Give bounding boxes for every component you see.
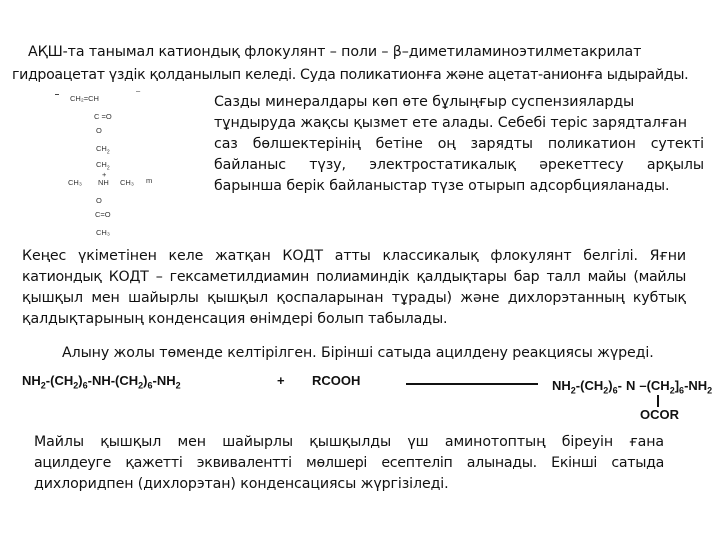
struct-plus: + [102,170,107,179]
side-line: барынша берік байланыстар түзе отырып адсорбцияланады. [214,178,670,194]
reaction-arrow [406,383,538,385]
paragraph-2-line: катиондық КОДТ – гексаметилдиамин полиаминдік қалдықтары бар талл майы (майлы [22,269,686,285]
side-line: тұндыруда жақсы қызмет ете алады. Себебі теріс зарядталған [214,115,687,131]
paragraph-3-line: ацилдеуге қажетті эквиваленттi мөлшері есептеліп алынады. Екінші сатыда [34,455,664,471]
paragraph-3-line: Майлы қышқыл мен шайырлы қышқылды үш аминотоптың біреуін ғана [34,434,664,450]
struct-ch3-right: CH₃ [120,178,134,187]
struct-ch2b: $CH_2$ [96,160,110,172]
equation-product: $NH_2-(CH_2)_6-$ N $-(CH_2]_6-NH_2$ [552,378,713,396]
equation-reactant-amine: $NH_2-(CH_2)_6-NH-(CH_2)_6-NH_2$ [22,373,181,391]
struct-m: m [146,176,153,185]
struct-co: C =O [94,112,112,121]
equation-ocor: OCOR [640,407,679,422]
struct-bracket-left [55,94,59,95]
intro-line-1: АҚШ-та танымал катиондық флокулянт – поли – β–диметиламиноэтилметакрилат [28,44,642,60]
product-bond-line [657,395,659,407]
side-line: саз бөлшектерінің бетіне оң зарядты поликатион сутекті [214,136,704,152]
paragraph-3 [34,432,664,495]
paragraph-3-line: дихлоридпен (дихлорэтан) конденсациясы жүргізіледі. [34,476,449,492]
equation-reagent: RCOOH [312,373,361,388]
intro-text [28,42,708,63]
side-paragraph-lines [214,113,704,197]
equation-plus: + [277,373,285,388]
side-line: байланыс түзу, электростатикалық әрекеттесу арқылы [214,157,704,173]
paragraph-2-line: қалдықтарының конденсация өнімдері болып табылады. [22,311,448,327]
struct-bar-top: – [136,86,141,95]
struct-o2: O [96,196,102,205]
struct-ch3-left: CH₃ [68,178,82,187]
reaction-intro-text: Алыну жолы төменде келтірілген. Бірінші сатыда ацилдену реакциясы жүреді. [62,345,654,361]
paragraph-2-line: Кеңес үкіметінен келе жатқан КОДТ атты классикалық флокулянт белгілі. Яғни [22,248,686,264]
struct-ch2a: $CH_2$ [96,144,110,156]
reaction-intro [62,343,702,364]
intro-text-2 [12,65,712,86]
paragraph-2-line: қышқыл мен шайырлы қышқыл қоспаларынан тұрады) және дихлорэтанның кубтық [22,290,686,306]
product-nitrogen: N [625,378,636,393]
struct-nh: NH [98,178,109,187]
side-paragraph [214,92,704,113]
structural-formula [60,86,170,236]
intro-line-2: гидроацетат үздік қолданылып келеді. Суда поликатионға және ацетат-анионға ыдырайды. [12,67,689,83]
paragraph-2 [22,246,686,330]
struct-co2: C=O [95,210,111,219]
struct-o1: O [96,126,102,135]
struct-chain: CH₂=CH [70,94,99,103]
struct-ch3-bottom: CH₃ [96,228,110,237]
reaction-equation [22,373,712,423]
side-line: Сазды минералдары көп өте бұлыңғыр суспензияларды [214,94,635,110]
